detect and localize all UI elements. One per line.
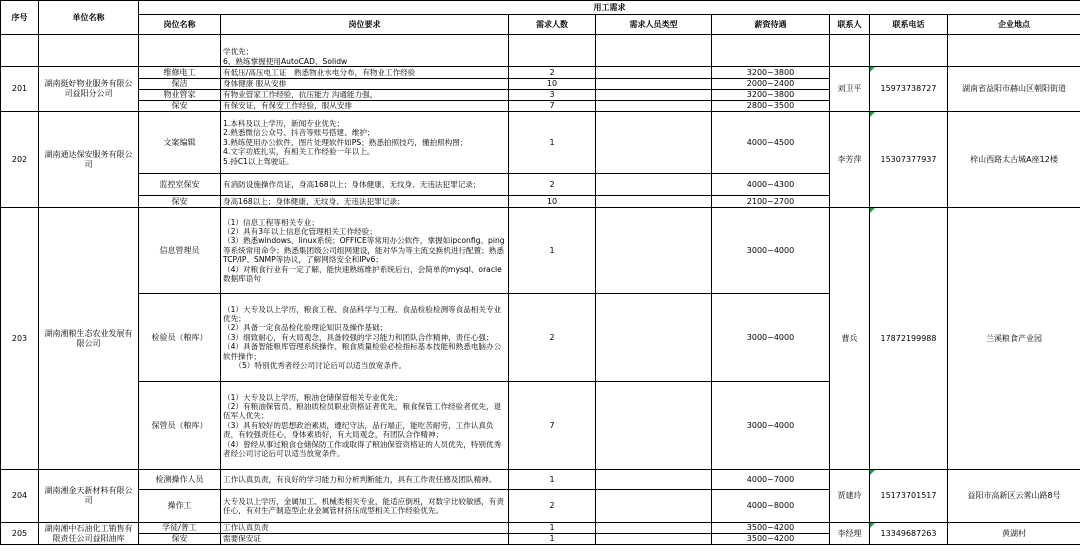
post-name: 检测操作人员 — [139, 470, 221, 490]
salary-range: 3000~4000 — [712, 382, 830, 470]
staff-type — [596, 112, 712, 174]
company-name: 湖南湘中石油化工销售有限责任公司益阳油库 — [39, 523, 139, 545]
requirement-text: 1.本科及以上学历，新闻专业优先； 2.熟悉微信公众号、抖音等账号搭建、维护； 3.熟练使用办公软件、图片处理软件如PS；熟悉拍照技巧，懂拍照构图； 4.文字功底扎实，有相关工作经验一年以上。 5.持C1以上驾驶证。 — [221, 112, 509, 174]
staff-type — [596, 208, 712, 294]
staff-type — [596, 79, 712, 90]
salary-range: 3500~4200 — [712, 534, 830, 545]
company-name: 湖南湘金天新材料有限公司 — [39, 470, 139, 523]
company-name: 湖南通达保安服务有限公司 — [39, 112, 139, 208]
table-row-fragment — [1, 35, 1080, 67]
table-row — [1, 523, 1080, 534]
header-post: 岗位名称 — [139, 15, 221, 35]
demand-count: 1 — [509, 208, 596, 294]
table-row — [1, 208, 1080, 294]
demand-count: 1 — [509, 470, 596, 490]
salary-range: 3000~4000 — [712, 208, 830, 294]
requirement-text: 工作认真负责 — [221, 523, 509, 534]
contact-person: 李经理 — [830, 523, 870, 545]
contact-phone: 15173701517 — [870, 470, 948, 523]
demand-count: 2 — [509, 490, 596, 523]
header-group: 用工需求 — [139, 1, 1080, 15]
staff-type — [596, 90, 712, 101]
staff-type — [596, 490, 712, 523]
staff-type — [596, 534, 712, 545]
requirement-text: （1）信息工程等相关专业； （2）具有3年以上信息化管理相关工作经验； （3）熟悉windows、linux系统；OFFICE等常用办公软件，掌握如ipconfig、ping等系统常用命令；熟悉集团级公司组网建设，能对华为等主流交换机进行配置；熟悉 TCP/IP、SNMP等协议，了解网络安全和IPv6； （4）对粮食行业有一定了解，能快速熟练维护系统后台，会简单的mysql、oracle数据库语句 — [221, 208, 509, 294]
company-address: 梓山西路太古城A座12楼 — [948, 112, 1080, 208]
requirement-text: 需要保安证 — [221, 534, 509, 545]
post-name: 检验员（粮库） — [139, 294, 221, 382]
demand-count: 3 — [509, 90, 596, 101]
company-seq: 201 — [1, 67, 39, 112]
header-org: 单位名称 — [39, 1, 139, 35]
salary-range: 3500~4200 — [712, 523, 830, 534]
table-row — [1, 470, 1080, 490]
requirement-text: 身体健康 服从安排 — [221, 79, 509, 90]
salary-range: 4000~7000 — [712, 470, 830, 490]
post-name: 维修电工 — [139, 67, 221, 79]
table-row — [1, 67, 1080, 79]
post-name: 物业管家 — [139, 90, 221, 101]
post-name: 保洁 — [139, 79, 221, 90]
contact-person: 贾建玲 — [830, 470, 870, 523]
table-row — [1, 112, 1080, 174]
company-address: 黄湖村 — [948, 523, 1080, 545]
header-type: 需求人员类型 — [596, 15, 712, 35]
staff-type — [596, 196, 712, 208]
demand-count: 1 — [509, 534, 596, 545]
post-name: 监控室保安 — [139, 174, 221, 196]
header-num: 需求人数 — [509, 15, 596, 35]
post-name: 信息管理员 — [139, 208, 221, 294]
salary-range: 2000~2400 — [712, 79, 830, 90]
post-name: 保安 — [139, 196, 221, 208]
company-name: 湖南湘粮生态农业发展有限公司 — [39, 208, 139, 470]
contact-person: 刘卫平 — [830, 67, 870, 112]
company-seq: 205 — [1, 523, 39, 545]
contact-phone: 13349687263 — [870, 523, 948, 545]
staff-type — [596, 67, 712, 79]
requirement-text: 有保安证，有保安工作经验，服从安排 — [221, 101, 509, 112]
salary-range: 4000~4500 — [712, 112, 830, 174]
header-contact: 联系人 — [830, 15, 870, 35]
requirement-text: 有消防设施操作员证，身高168以上；身体健康、无纹身、无违法犯罪记录； — [221, 174, 509, 196]
salary-range: 2800~3500 — [712, 101, 830, 112]
header-req: 岗位要求 — [221, 15, 509, 35]
demand-count: 10 — [509, 79, 596, 90]
post-name: 保安 — [139, 101, 221, 112]
requirement-text: （1）大专及以上学历，粮食工程、食品科学与工程、食品检验检测等食品相关专业优先； （2）具备一定食品检化验理论知识及操作基础； （3）细致耐心，有大局观念，具备较强的学习能力和团队合作精神，责任心强； （4）具备智能粮库管理系统操作、粮食质量检验必检指标基本技能和熟悉电脑办公软件操作； （5）特别优秀者经公司讨论后可以适当放宽条件。 — [221, 294, 509, 382]
header-salary: 薪资待遇 — [712, 15, 830, 35]
staff-type — [596, 294, 712, 382]
demand-count: 7 — [509, 101, 596, 112]
salary-range: 4000~4300 — [712, 174, 830, 196]
contact-phone: 15973738727 — [870, 67, 948, 112]
staff-type — [596, 523, 712, 534]
salary-range: 4000~8000 — [712, 490, 830, 523]
requirement-text: 工作认真负责，有良好的学习能力和分析判断能力，具有工作责任感及团队精神。 — [221, 470, 509, 490]
demand-count: 10 — [509, 196, 596, 208]
company-seq: 203 — [1, 208, 39, 470]
post-name: 保管员（粮库） — [139, 382, 221, 470]
demand-count: 2 — [509, 67, 596, 79]
salary-range: 2100~2700 — [712, 196, 830, 208]
demand-count: 7 — [509, 382, 596, 470]
salary-range: 3200~3800 — [712, 67, 830, 79]
requirement-text: 大专及以上学历，金属加工、机械类相关专业，能适应倒班，对数字比较敏感，有责任心，有对生产制造型企业金属管材挤压成型相关工作经验优先。 — [221, 490, 509, 523]
company-name: 湖南挺好物业服务有限公司益阳分公司 — [39, 67, 139, 112]
post-name: 学徒/普工 — [139, 523, 221, 534]
demand-count: 1 — [509, 523, 596, 534]
requirement-text: （1）大专及以上学历，粮油仓储保管相关专业优先； （2）有粮油保管员、粮油质检员职业资格证者优先，粮食保管工作经验者优先，退伍军人优先； （3）具有较好的思想政治素质，遵纪守法，品行端正，能吃苦耐劳，工作认真负责，有较强责任心，身体素质好，有大局观念，有团队合作精神； （4）曾经从事过粮食仓储保防工作或取得了粮油保管资格证的人员优先，特别优秀者经公司讨论后可以适当放宽条件。 — [221, 382, 509, 470]
staff-type — [596, 470, 712, 490]
staff-type — [596, 174, 712, 196]
contact-phone: 15307377937 — [870, 112, 948, 208]
header-addr: 企业地点 — [948, 15, 1080, 35]
header-phone: 联系电话 — [870, 15, 948, 35]
post-name: 保安 — [139, 534, 221, 545]
header-seq: 序号 — [1, 1, 39, 35]
company-seq: 204 — [1, 470, 39, 523]
salary-range: 3000~4000 — [712, 294, 830, 382]
salary-range: 3200~3800 — [712, 90, 830, 101]
company-address: 兰溪粮食产业园 — [948, 208, 1080, 470]
requirement-text: 有低压/高压电工证 熟悉物业水电分布，有物业工作经验 — [221, 67, 509, 79]
demand-count: 1 — [509, 112, 596, 174]
requirement-text: 身高168以上；身体健康、无纹身、无违法犯罪记录； — [221, 196, 509, 208]
demand-count: 2 — [509, 294, 596, 382]
contact-phone: 17872199988 — [870, 208, 948, 470]
post-name: 操作工 — [139, 490, 221, 523]
company-seq: 202 — [1, 112, 39, 208]
post-name: 文案编辑 — [139, 112, 221, 174]
staff-type — [596, 382, 712, 470]
contact-person: 李芳萍 — [830, 112, 870, 208]
requirement-text: 学优先； 6、熟练掌握使用AutoCAD、Solidw — [221, 35, 509, 67]
company-address: 益阳市高新区云雾山路8号 — [948, 470, 1080, 523]
staff-type — [596, 101, 712, 112]
company-address: 湖南省益阳市赫山区朝阳街道 — [948, 67, 1080, 112]
requirement-text: 有物业管家工作经验，抗压能力 沟通能力强， — [221, 90, 509, 101]
demand-count: 2 — [509, 174, 596, 196]
contact-person: 曹兵 — [830, 208, 870, 470]
